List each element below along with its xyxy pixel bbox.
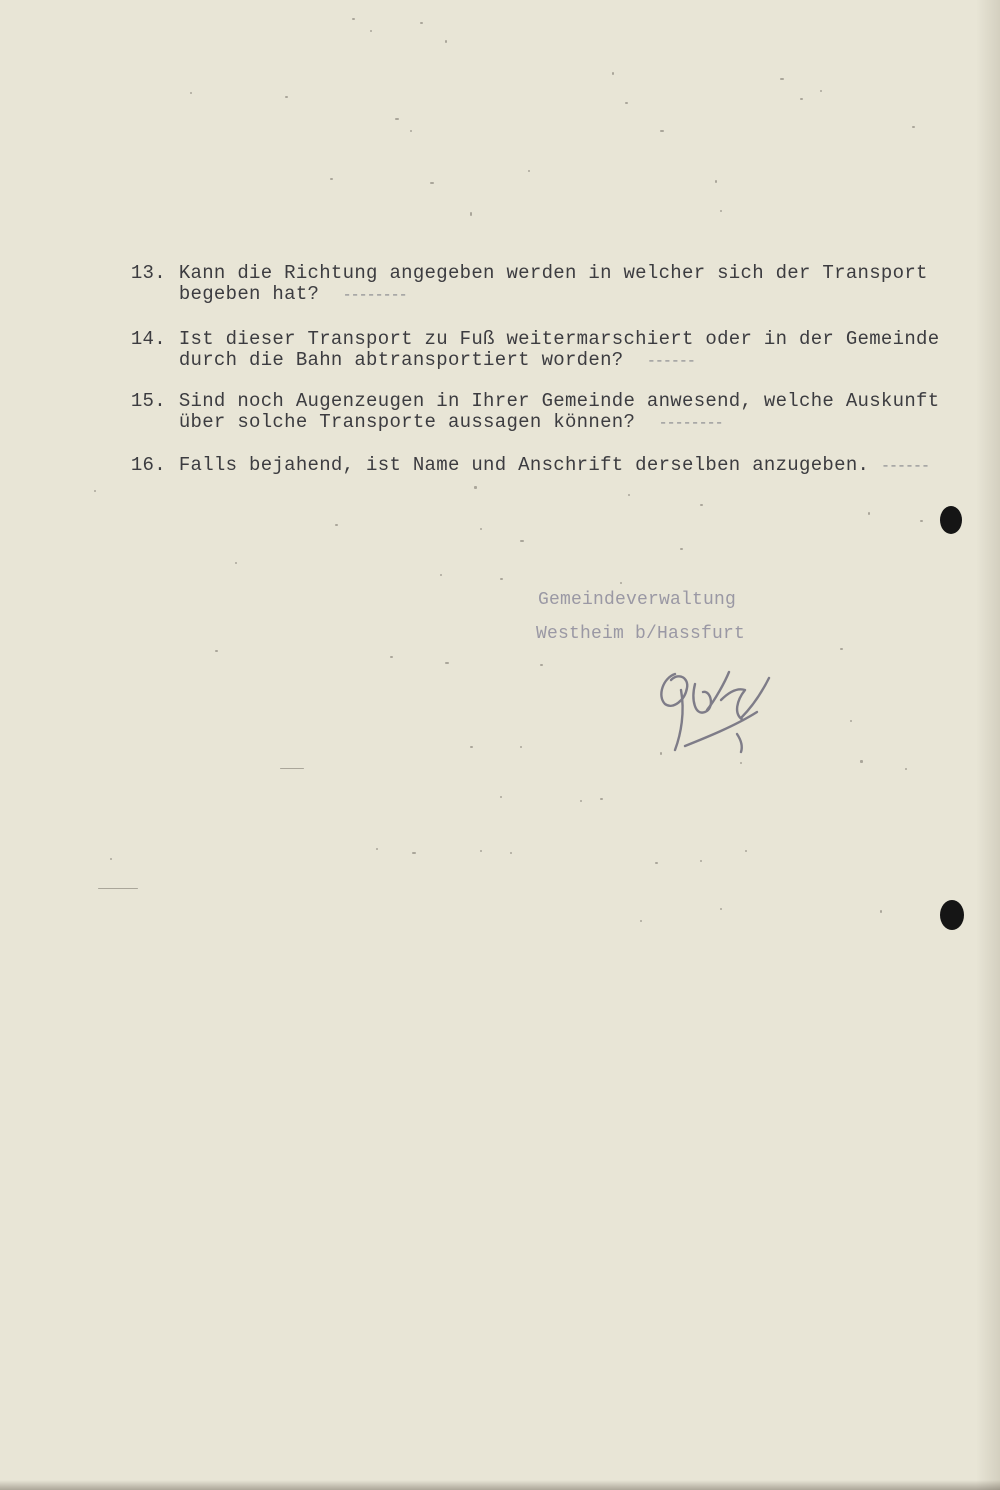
punch-hole-upper <box>940 506 962 534</box>
question-number: 16. <box>130 454 166 476</box>
answer-dashes: ------ <box>646 353 695 370</box>
question-number: 14. <box>130 328 166 350</box>
paper-bottom-edge <box>0 1480 1000 1490</box>
question-16 <box>84 434 929 498</box>
question-text: Falls bejahend, ist Name und Anschrift derselben anzugeben. <box>178 454 870 476</box>
question-text-continued: begeben hat? <box>178 283 320 305</box>
handwritten-signature <box>645 660 785 760</box>
question-text: Sind noch Augenzeugen in Ihrer Gemeinde anwesend, welche Auskunft <box>178 390 940 412</box>
question-number: 13. <box>130 262 166 284</box>
stamp-line-municipality: Gemeindeverwaltung <box>538 590 737 610</box>
paper-edge-shadow <box>976 0 1000 1490</box>
question-number: 15. <box>130 390 166 412</box>
answer-dashes: ------ <box>880 458 929 475</box>
answer-dashes: -------- <box>658 415 723 432</box>
question-text: Ist dieser Transport zu Fuß weitermarschiert oder in der Gemeinde <box>178 328 940 350</box>
answer-dashes: -------- <box>342 287 407 304</box>
question-text-continued: durch die Bahn abtransportiert worden? <box>178 349 624 371</box>
question-text-continued: über solche Transporte aussagen können? <box>178 411 636 433</box>
question-text: Kann die Richtung angegeben werden in welcher sich der Transport <box>178 262 928 284</box>
punch-hole-lower <box>940 900 964 930</box>
stamp-line-place: Westheim b/Hassfurt <box>536 624 746 644</box>
